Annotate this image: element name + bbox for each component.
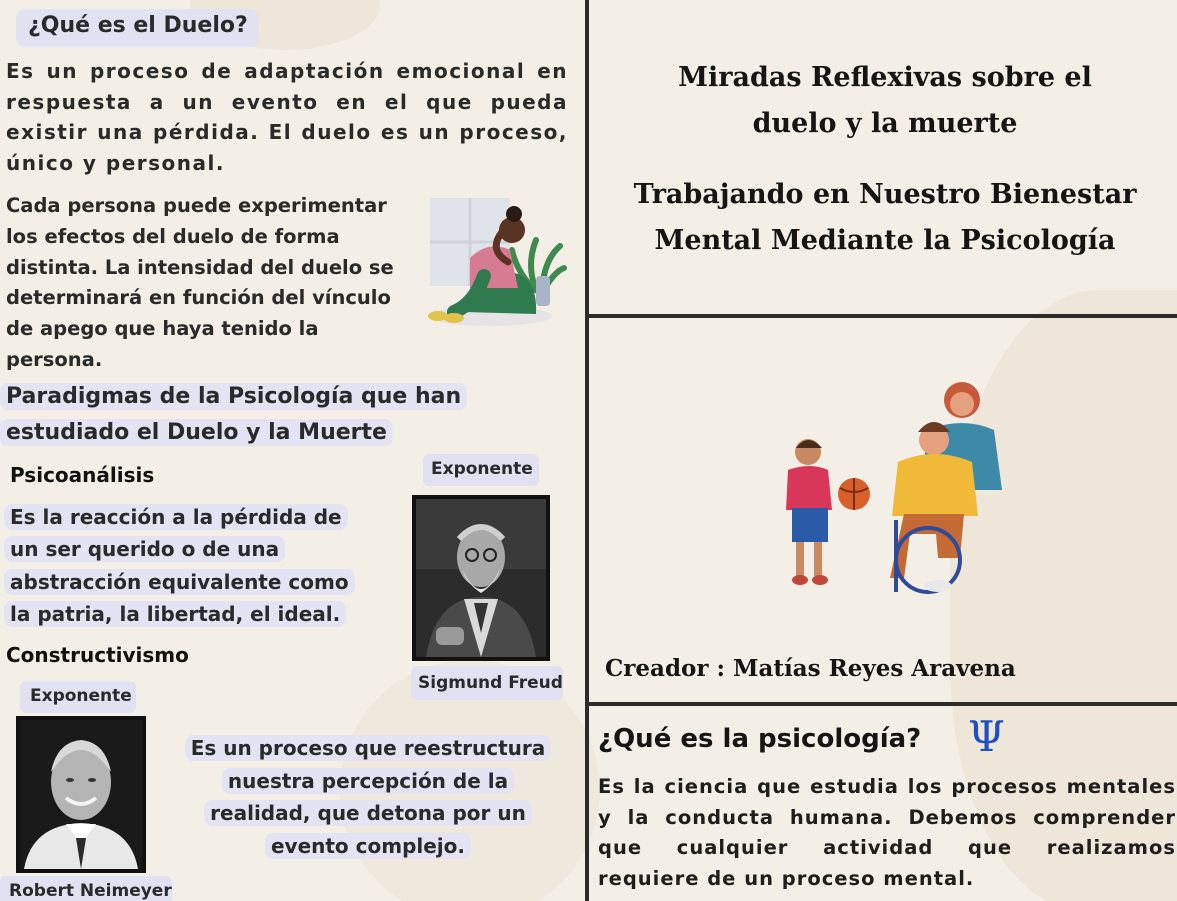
- paradigms-title-line: estudiado el Duelo y la Muerte: [0, 419, 393, 446]
- duelo-line: de apego que haya tenido la: [6, 317, 319, 341]
- psicoanalisis-text: [4, 501, 384, 631]
- paradigms-title: [0, 379, 480, 450]
- duelo-definition: Es un proceso de adaptación emocional en respuesta a un evento en el que pueda existir una pérdida. El duelo es un proceso, único y personal.: [6, 59, 568, 175]
- panel-divider-vertical: [585, 0, 589, 901]
- constructivismo-text: [170, 732, 566, 862]
- psi-icon: Ψ: [968, 712, 1005, 761]
- constructivismo-line: realidad, que detona por un: [204, 800, 532, 826]
- psicoanalisis-exponente-label: Exponente: [431, 459, 533, 479]
- neimeyer-portrait: [16, 716, 146, 873]
- cover-subtitle-line: Trabajando en Nuestro Bienestar: [633, 179, 1137, 210]
- cover-title: [590, 55, 1177, 147]
- constructivismo-line: evento complejo.: [265, 833, 471, 859]
- woman-sitting-illustration: [418, 192, 568, 332]
- freud-name: Sigmund Freud: [418, 673, 563, 693]
- freud-portrait: [412, 495, 550, 661]
- psicoanalisis-line: abstracción equivalente como: [4, 569, 355, 595]
- duelo-line: los efectos del duelo de forma: [6, 224, 340, 248]
- panel-divider-top: [589, 314, 1177, 318]
- cover-title-line: Miradas Reflexivas sobre el: [678, 62, 1092, 93]
- panel-divider-bottom: [589, 702, 1177, 706]
- constructivismo-line: Es un proceso que reestructura: [185, 735, 552, 761]
- cover-title-line: duelo y la muerte: [752, 108, 1018, 139]
- cover-subtitle-line: Mental Mediante la Psicología: [654, 225, 1116, 256]
- duelo-line: determinará en función del vínculo: [6, 286, 391, 310]
- psicoanalisis-heading: Psicoanálisis: [10, 463, 155, 487]
- creator-credit: Creador : Matías Reyes Aravena: [605, 655, 1016, 682]
- psicoanalisis-line: la patria, la libertad, el ideal.: [4, 601, 346, 627]
- duelo-line: Cada persona puede experimentar: [6, 194, 387, 217]
- family-wheelchair-illustration: [778, 370, 1010, 598]
- cover-subtitle: [590, 172, 1177, 264]
- duelo-line: distinta. La intensidad del duelo se: [6, 255, 394, 279]
- constructivismo-heading: Constructivismo: [6, 643, 189, 667]
- duelo-title: ¿Qué es el Duelo?: [28, 13, 248, 38]
- psych-body: Es la ciencia que estudia los procesos mentales y la conducta humana. Debemos comprender que cualquier actividad que realizamos requiere de un proceso mental.: [598, 775, 1176, 890]
- constructivismo-line: nuestra percepción de la: [222, 768, 514, 794]
- neimeyer-name: Robert Neimeyer: [9, 881, 172, 901]
- psicoanalisis-line: Es la reacción a la pérdida de: [4, 504, 348, 530]
- psicoanalisis-line: un ser querido o de una: [4, 536, 285, 562]
- constructivismo-exponente-label: Exponente: [30, 686, 132, 706]
- duelo-line: persona.: [6, 347, 103, 371]
- psych-title: ¿Qué es la psicología?: [598, 724, 922, 754]
- duelo-paragraph: [6, 191, 426, 376]
- paradigms-title-line: Paradigmas de la Psicología que han: [0, 383, 467, 410]
